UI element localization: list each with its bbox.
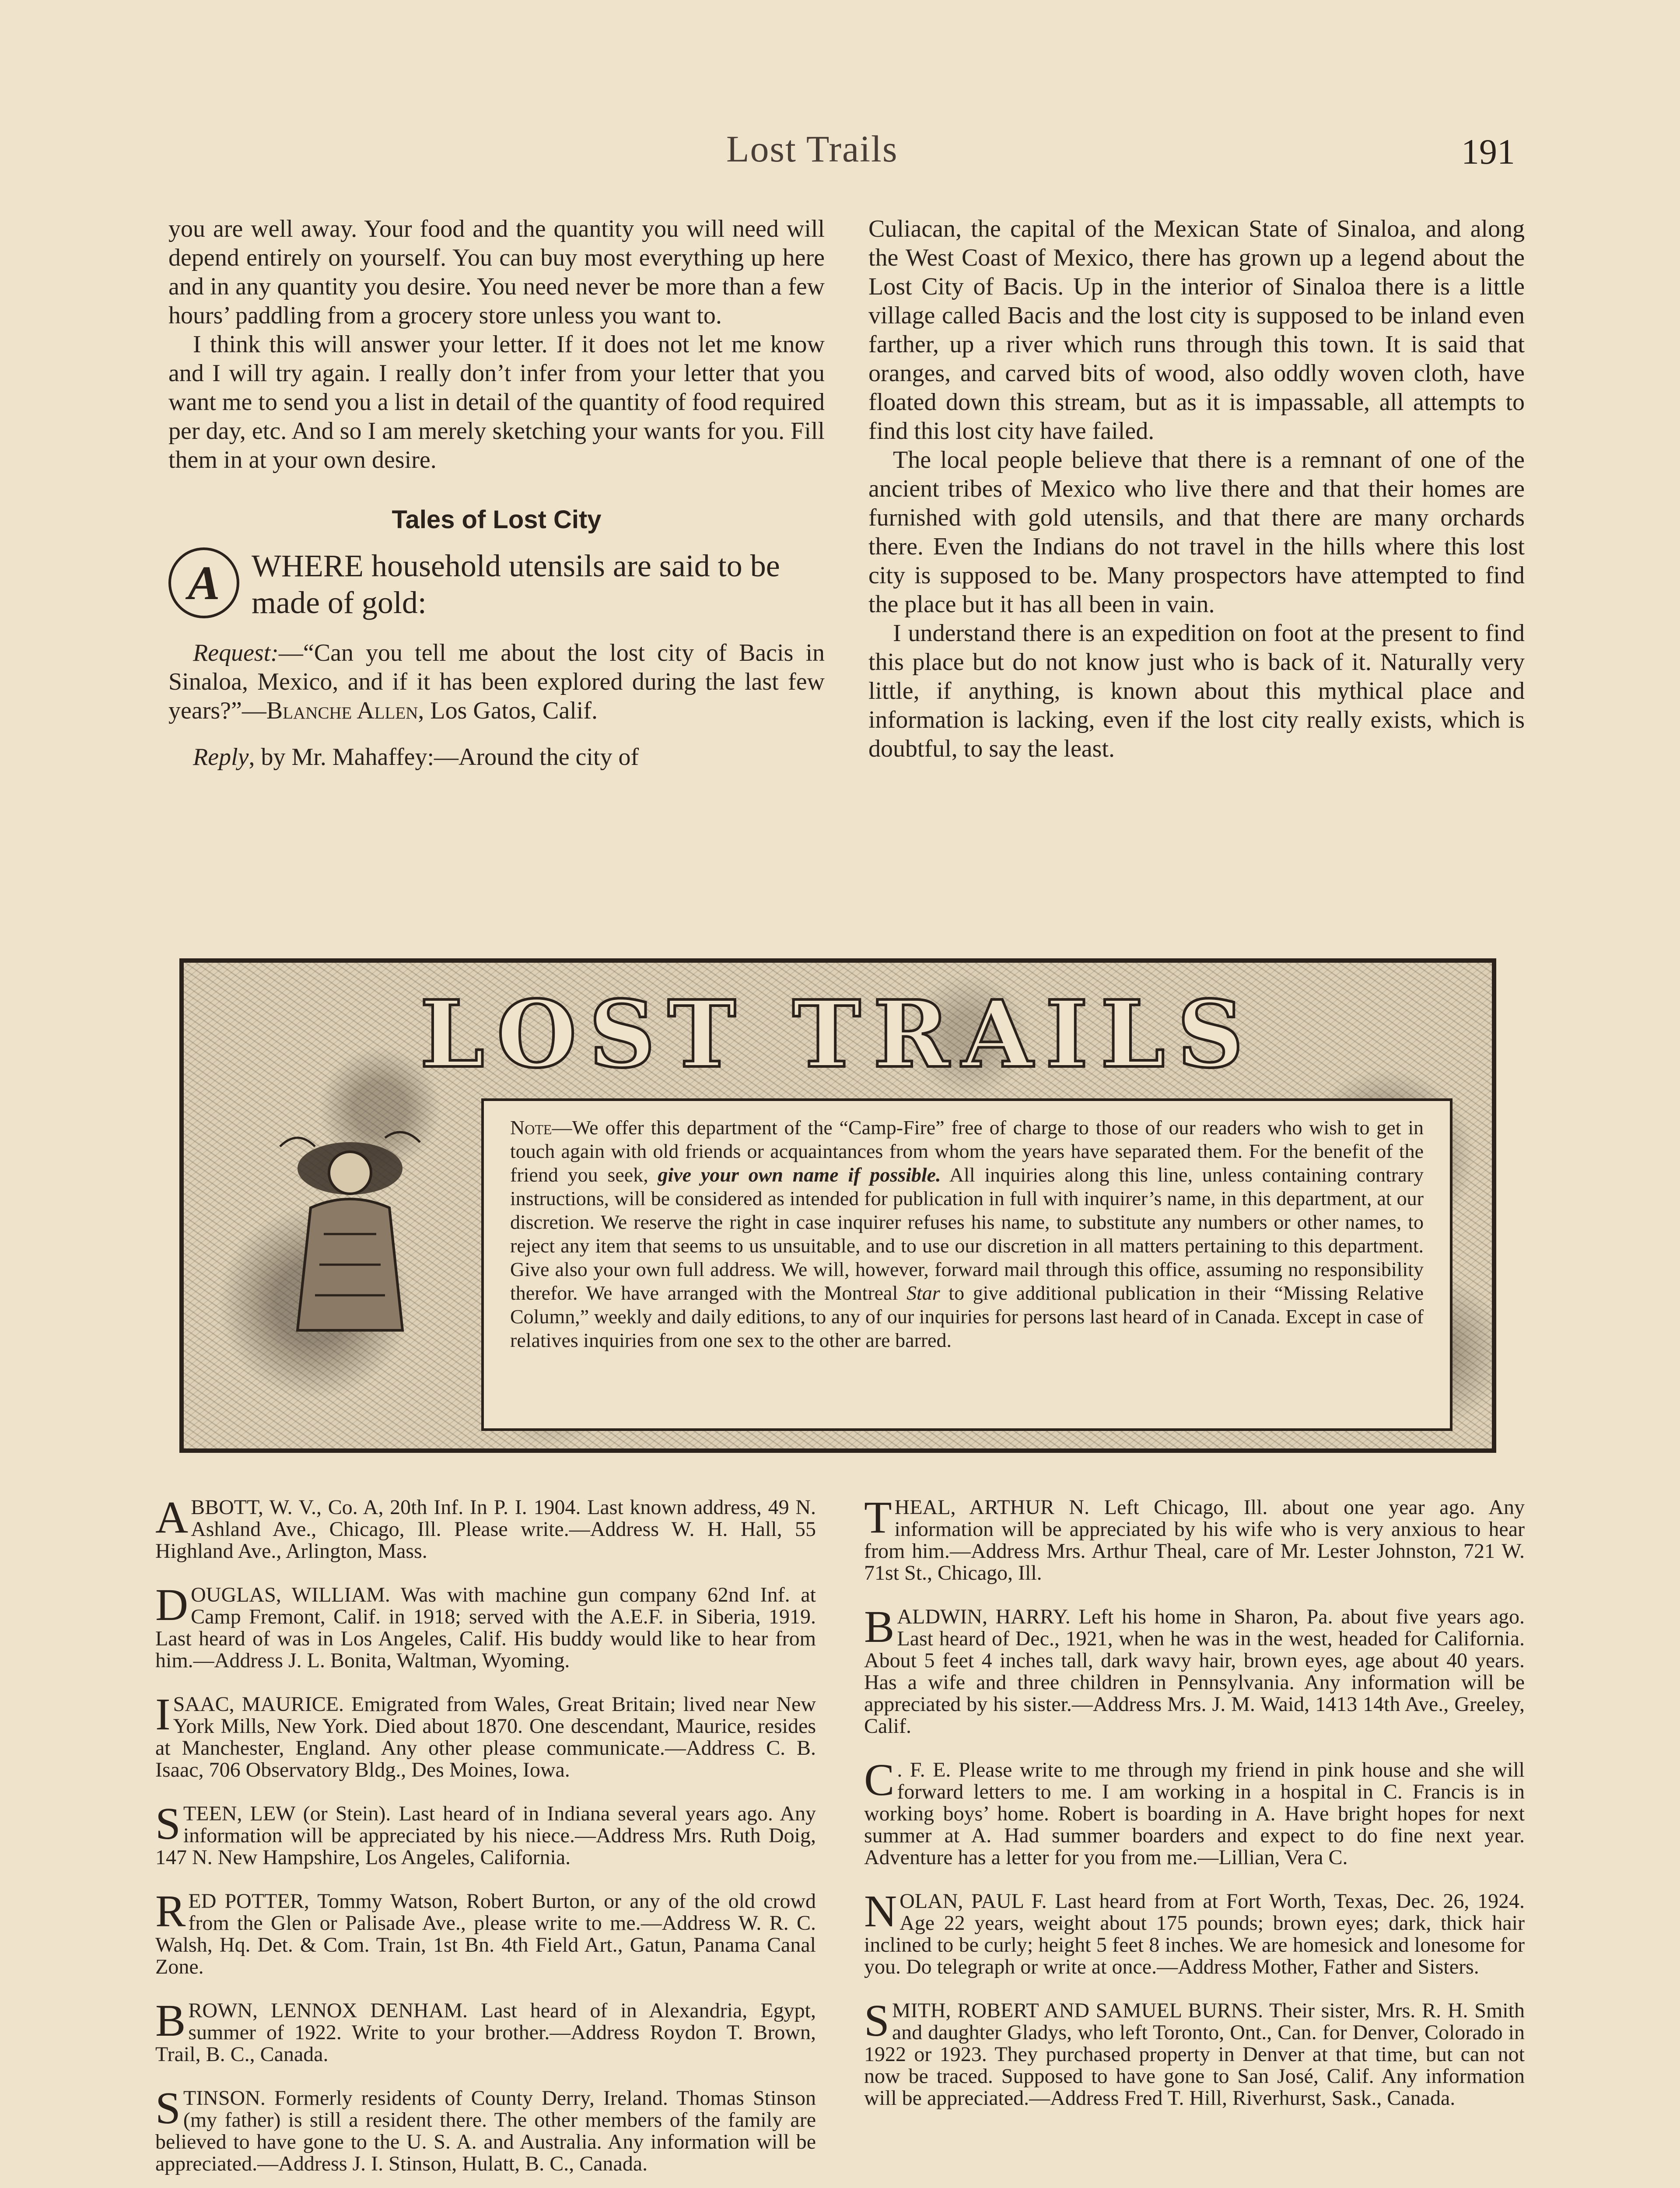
intro-text: WHERE household utensils are said to be made of gold:: [252, 548, 780, 620]
listing-initial: D: [155, 1580, 189, 1630]
listing-entry: [155, 1995, 816, 2066]
request-place: , Los Gatos, Calif.: [418, 697, 598, 724]
listing-entry: [155, 1799, 816, 1869]
section-heading: Tales of Lost City: [392, 505, 602, 534]
listing-entry: [155, 2083, 816, 2175]
listing-initial: S: [155, 2083, 181, 2133]
listing-text: BBOTT, W. V., Co. A, 20th Inf. In P. I. 1904. Last known address, 49 N. Ashland Ave., Chicago, Ill. Please write.—Address W. H. Hall, 55 Highland Ave., Arlington, Mass.: [155, 1496, 816, 1563]
listing-text: OUGLAS, WILLIAM. Was with machine gun company 62nd Inf. at Camp Fremont, Calif. in 1918; served with the A.E.F. in Siberia, 1919. Last heard of was in Los Angeles, Calif. His buddy would like to hear from him.—Address J. L. Bonita, Waltman, Wyoming.: [155, 1583, 816, 1672]
listing-text: TINSON. Formerly residents of County Derry, Ireland. Thomas Stinson (my father) is still a resident there. The other members of the family are believed to have gone to the U. S. A. and Australia. Any information will be appreciated.—Address J. I. Stinson, Hulatt, B. C., Canada.: [155, 2086, 816, 2175]
note-emphasis: give your own name if possible.: [658, 1164, 941, 1186]
listing-text: MITH, ROBERT AND SAMUEL BURNS. Their sister, Mrs. R. H. Smith and daughter Gladys, who left Toronto, Ont., Can. for Denver, Colorado in 1922 or 1923. They purchased property in Denver at that time, but can not now be traced. Supposed to have gone to San José, Calif. Any information will be appreciated.—Address Fred T. Hill, Riverhurst, Sask., Canada.: [864, 1999, 1525, 2110]
listing-text: OLAN, PAUL F. Last heard from at Fort Worth, Texas, Dec. 26, 1924. Age 22 years, weight about 175 pounds; brown eyes; dark, thick hair inclined to be curly; height 5 feet 8 inches. We are homesick and lonesome for you. Do telegraph or write at once.—Address Mother, Father and Sisters.: [864, 1890, 1525, 1978]
request-name: Blanche Allen: [266, 697, 418, 724]
listing-entry: [864, 1886, 1525, 1978]
listing-text: HEAL, ARTHUR N. Left Chicago, Ill. about one year ago. Any information will be appreciated by his wife who is very anxious to hear from him.—Address Mrs. Arthur Theal, care of Mr. Lester Johnston, 721 W. 71st St., Chicago, Ill.: [864, 1496, 1525, 1585]
listing-initial: S: [155, 1799, 181, 1849]
listing-entry: [155, 1689, 816, 1781]
article-paragraph: The local people believe that there is a remnant of one of the ancient tribes of Mexico who live there and that their homes are furnished with gold utensils, and that there are many orchards there. Even the Indians do not travel in the hills where this lost city is supposed to be. Many prospectors have attempted to find the place but it has all been in vain.: [868, 446, 1525, 618]
reply-text: , by Mr. Mahaffey:—Around the city of: [248, 743, 639, 771]
listing-initial: B: [864, 1602, 895, 1652]
listing-entry: [155, 1580, 816, 1672]
listing-initial: B: [155, 1995, 186, 2046]
listing-text: . F. E. Please write to me through my friend in pink house and she will forward letters to me. I am working in a hospital in C. Francis is in working boys’ home. Robert is boarding in A. Have bright hopes for next summer at A. Had summer boarders and expect to do fine next year. Adventure has a letter for you from me.—Lillian, Vera C.: [864, 1758, 1525, 1869]
article-paragraph: I think this will answer your letter. If it does not let me know and I will try again. I really don’t infer from your letter that you want me to send you a list in detail of the quantity of food required per day, etc. And so I am merely sketching your wants for you. Fill them in at your own desire.: [168, 331, 825, 473]
listing-text: ED POTTER, Tommy Watson, Robert Burton, or any of the old crowd from the Glen or Palisade Ave., please write to me.—Address W. R. C. Walsh, Hq. Det. & Com. Train, 1st Bn. 4th Field Art., Gatun, Panama Canal Zone.: [155, 1890, 816, 1978]
listing-text: SAAC, MAURICE. Emigrated from Wales, Great Britain; lived near New York Mills, New York. Died about 1870. One descendant, Maurice, resides at Manchester, England. Any other please communicate.—Address C. B. Isaac, 706 Observatory Bldg., Des Moines, Iowa.: [155, 1693, 816, 1781]
listing-initial: A: [155, 1492, 189, 1543]
listing-initial: R: [155, 1886, 186, 1936]
listing-initial: I: [155, 1689, 171, 1739]
note-star: Star: [906, 1282, 940, 1304]
request-label: Request:: [193, 639, 279, 666]
intro-block: [168, 547, 825, 621]
listing-entry: [864, 1602, 1525, 1738]
listing-entry: [864, 1492, 1525, 1585]
listing-entry: [864, 1755, 1525, 1869]
listings-right-column: [864, 1492, 1525, 2131]
lost-trails-banner: [179, 958, 1496, 1453]
note-text: [510, 1116, 1424, 1352]
listing-initial: N: [864, 1886, 897, 1936]
listing-entry: [155, 1492, 816, 1563]
article-left-column: [168, 214, 825, 771]
request-paragraph: [168, 638, 825, 725]
listing-initial: S: [864, 1995, 889, 2046]
article-paragraph: you are well away. Your food and the quantity you will need will depend entirely on yourself. You can buy most everything up here and in any quantity you desire. You need never be more than a few hours’ paddling from a grocery store unless you want to.: [168, 215, 825, 329]
request-text: —“Can you tell me about the lost city of Bacis in Sinaloa, Mexico, and if it has been explored during the last few years?”—: [168, 639, 825, 724]
page-number: 191: [1461, 132, 1515, 172]
listing-text: ALDWIN, HARRY. Left his home in Sharon, Pa. about five years ago. Last heard of Dec., 1921, when he was in the west, headed for California. About 5 feet 4 inches tall, dark wavy hair, brown eyes, age about 40 years. Has a wife and three children in Pennsylvania. Any information will be appreciated by his sister.—Address Mrs. J. M. Waid, 1413 14th Ave., Greeley, Calif.: [864, 1605, 1525, 1738]
banner-title: LOST TRAILS: [420, 980, 1256, 1088]
note-part: All inquiries along this line, unless containing contrary instructions, will be considered as intended for publication in full with inquirer’s name, in this department, at our discretion. We reserve the right in case inquirer refuses his name, to substitute any numbers or other names, to reject any item that seems to us unsuitable, and to use our discretion in all matters pertaining to this department. Give also your own full address. We will, however, forward mail through this office, assuming no responsibility therefor. We have arranged with the Montreal: [510, 1164, 1424, 1304]
listing-initial: T: [864, 1492, 892, 1543]
article-right-column: [868, 214, 1525, 763]
note-label: Note: [510, 1116, 552, 1139]
reply-paragraph: [168, 743, 825, 771]
listing-entry: [864, 1995, 1525, 2110]
listing-text: ROWN, LENNOX DENHAM. Last heard of in Alexandria, Egypt, summer of 1922. Write to your brother.—Address Roydon T. Brown, Trail, B. C., Canada.: [155, 1999, 816, 2066]
article-paragraph: Culiacan, the capital of the Mexican State of Sinaloa, and along the West Coast of Mexico, there has grown up a legend about the Lost City of Bacis. Up in the interior of Sinaloa there is a little village called Bacis and the lost city is supposed to be inland even farther, up a river which runs through this town. It is said that oranges, and carved bits of wood, also oddly woven cloth, have floated down this stream, but as it is impassable, all attempts to find this lost city have failed.: [868, 215, 1525, 445]
article-paragraph: I understand there is an expedition on foot at the present to find this place but do not know just who is back of it. Naturally very little, if anything, is known about this mythical place and information is lacking, even if the lost city really exists, which is doubtful, to say the least.: [868, 620, 1525, 762]
reply-label: Reply: [193, 743, 249, 771]
listing-entry: [155, 1886, 816, 1978]
ornamental-initial: A: [168, 547, 239, 618]
listings-left-column: [155, 1492, 816, 2188]
explorer-illustration: [271, 1120, 429, 1339]
listing-initial: C: [864, 1755, 895, 1805]
note-part: —We offer this department of the “Camp-Fire” free of charge to those of our readers who wish to get in touch again with old friends or acquaintances from whom the years have separated them. For the benefit of the friend you seek,: [510, 1116, 1424, 1186]
running-title: Lost Trails: [726, 128, 898, 170]
note-box: [481, 1098, 1452, 1431]
note-part: to give additional publication in their “Missing Relative Column,” weekly and daily editions, to any of our inquiries for persons last heard of in Canada. Except in case of relatives inquiries from one sex to the other are barred.: [510, 1282, 1424, 1351]
listing-text: TEEN, LEW (or Stein). Last heard of in Indiana several years ago. Any information will be appreciated by his niece.—Address Mrs. Ruth Doig, 147 N. New Hampshire, Los Angeles, California.: [155, 1802, 816, 1869]
